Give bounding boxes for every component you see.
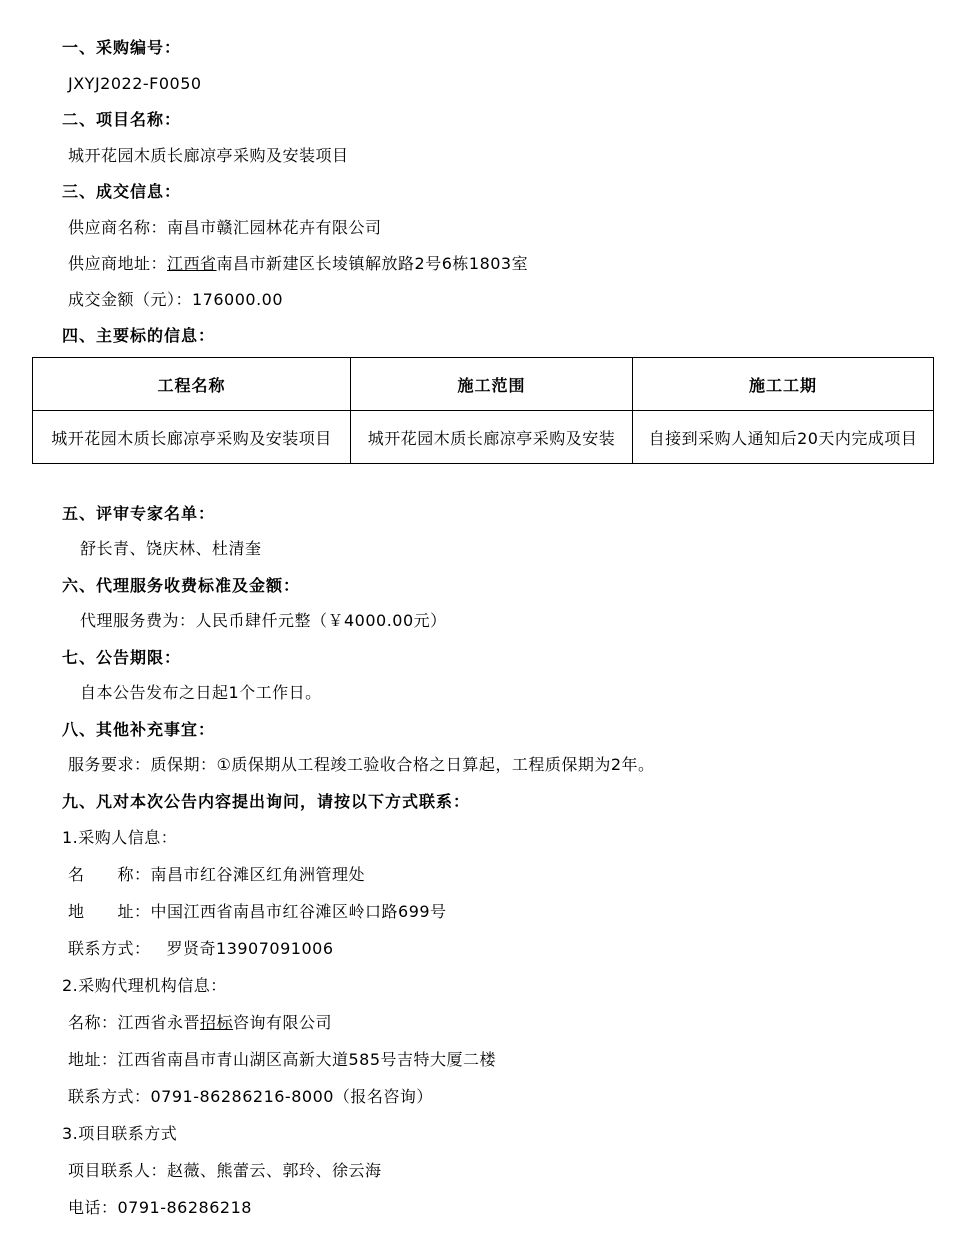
section-5-heading: 五、评审专家名单： [62,504,216,523]
agency-name-prefix: 名称：江西省永晋 [68,1013,201,1032]
section-1-heading: 一、采购编号： [62,38,182,57]
column-header-project-name: 工程名称 [33,358,351,411]
section-9-heading: 九、凡对本次公告内容提出询问，请按以下方式联系： [62,792,471,811]
agency-name-underlined: 招标 [200,1013,234,1032]
expert-list: 舒长青、饶庆林、杜清奎 [80,539,262,558]
column-header-period: 施工工期 [633,358,934,411]
section-8-heading: 八、其他补充事宜： [62,720,216,739]
section-3-heading: 三、成交信息： [62,182,182,201]
table-cell-project-name: 城开花园木质长廊凉亭采购及安装项目 [33,411,351,464]
project-contact-title: 3.项目联系方式 [62,1124,178,1143]
agency-name-suffix: 咨询有限公司 [233,1013,333,1032]
table-cell-period: 自接到采购人通知后20天内完成项目 [633,411,934,464]
section-7-heading: 七、公告期限： [62,648,182,667]
table-header-row [33,358,934,411]
section-2-heading: 二、项目名称： [62,110,182,129]
agency-fee: 代理服务费为：人民币肆仟元整（￥4000.00元） [80,611,447,630]
section-6-heading: 六、代理服务收费标准及金额： [62,576,301,595]
supplier-address-province: 江西省 [167,254,217,273]
other-matters: 服务要求：质保期：①质保期从工程竣工验收合格之日算起，工程质保期为2年。 [68,755,655,774]
supplier-address [68,253,528,275]
purchaser-name-value: 南昌市红谷滩区红角洲管理处 [150,865,366,884]
purchaser-contact-label: 联系方式： [68,939,151,958]
agency-address: 地址：江西省南昌市青山湖区高新大道585号吉特大厦二楼 [68,1050,497,1069]
main-items-table [32,357,934,464]
purchaser-address-value: 中国江西省南昌市红谷滩区岭口路699号 [150,902,447,921]
supplier-name: 供应商名称：南昌市赣汇园林花卉有限公司 [68,218,382,237]
purchaser-info-title: 1.采购人信息： [62,828,178,847]
project-contact-persons: 项目联系人：赵薇、熊蕾云、郭玲、徐云海 [68,1161,382,1180]
section-4-heading: 四、主要标的信息： [62,326,216,345]
supplier-address-rest: 南昌市新建区长堎镇解放路2号6栋1803室 [216,254,529,273]
supplier-address-label: 供应商地址： [68,254,168,273]
project-name: 城开花园木质长廊凉亭采购及安装项目 [68,146,349,165]
table-cell-scope: 城开花园木质长廊凉亭采购及安装 [351,411,633,464]
agency-info-title: 2.采购代理机构信息： [62,976,227,995]
purchaser-address [68,901,447,923]
purchaser-contact-value: 罗贤奇13907091006 [166,939,334,958]
agency-contact: 联系方式：0791-86286216-8000（报名咨询） [68,1087,433,1106]
deal-amount: 成交金额（元）：176000.00 [68,290,284,309]
purchaser-address-label: 地 址： [68,902,151,921]
column-header-scope: 施工范围 [351,358,633,411]
project-contact-phone: 电话：0791-86286218 [68,1198,252,1217]
agency-name [68,1012,332,1034]
procurement-number: JXYJ2022-F0050 [68,74,202,93]
notice-period: 自本公告发布之日起1个工作日。 [80,683,322,702]
purchaser-contact [68,938,334,960]
table-row [33,411,934,464]
purchaser-name-label: 名 称： [68,865,151,884]
purchaser-name [68,864,365,886]
